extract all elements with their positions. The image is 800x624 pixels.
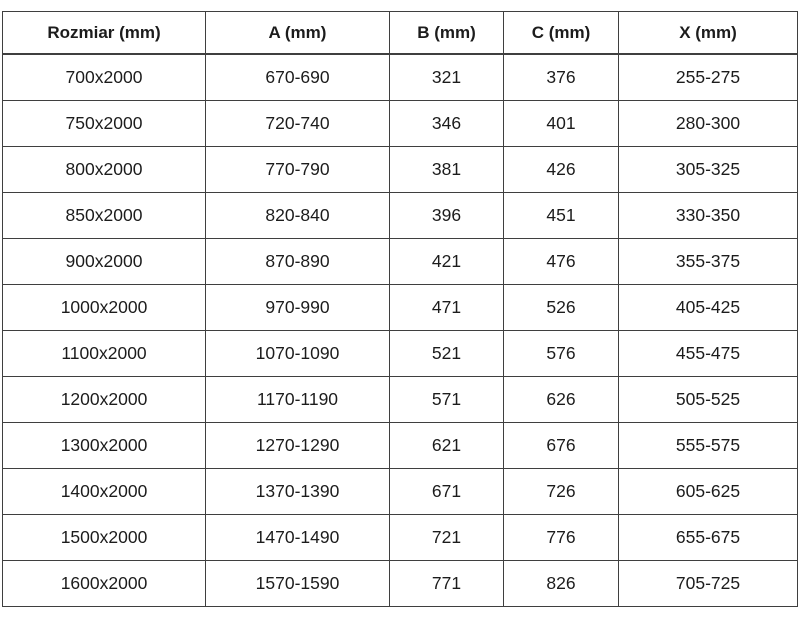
table-cell: 555-575 <box>619 423 798 469</box>
table-cell: 1500x2000 <box>3 515 206 561</box>
table-cell: 321 <box>390 54 504 101</box>
table-row <box>3 377 798 423</box>
table-cell: 850x2000 <box>3 193 206 239</box>
table-cell: 970-990 <box>206 285 390 331</box>
table-cell: 670-690 <box>206 54 390 101</box>
table-cell: 381 <box>390 147 504 193</box>
table-cell: 700x2000 <box>3 54 206 101</box>
table-row <box>3 54 798 101</box>
column-header-a: A (mm) <box>206 12 390 55</box>
table-cell: 476 <box>504 239 619 285</box>
table-cell: 280-300 <box>619 101 798 147</box>
table-row <box>3 331 798 377</box>
table-cell: 521 <box>390 331 504 377</box>
table-cell: 426 <box>504 147 619 193</box>
table-row <box>3 239 798 285</box>
table-cell: 401 <box>504 101 619 147</box>
table-cell: 355-375 <box>619 239 798 285</box>
table-row <box>3 101 798 147</box>
table-cell: 655-675 <box>619 515 798 561</box>
table-row <box>3 423 798 469</box>
table-row <box>3 193 798 239</box>
column-header-c: C (mm) <box>504 12 619 55</box>
table-row <box>3 285 798 331</box>
column-header-x: X (mm) <box>619 12 798 55</box>
table-cell: 705-725 <box>619 561 798 607</box>
table-cell: 1370-1390 <box>206 469 390 515</box>
table-row <box>3 147 798 193</box>
table-cell: 771 <box>390 561 504 607</box>
table-cell: 626 <box>504 377 619 423</box>
table-cell: 1570-1590 <box>206 561 390 607</box>
table-cell: 471 <box>390 285 504 331</box>
table-cell: 255-275 <box>619 54 798 101</box>
table-cell: 1000x2000 <box>3 285 206 331</box>
table-cell: 421 <box>390 239 504 285</box>
table-cell: 770-790 <box>206 147 390 193</box>
table-cell: 900x2000 <box>3 239 206 285</box>
table-cell: 576 <box>504 331 619 377</box>
table-cell: 621 <box>390 423 504 469</box>
table-cell: 820-840 <box>206 193 390 239</box>
table-cell: 405-425 <box>619 285 798 331</box>
table-cell: 1300x2000 <box>3 423 206 469</box>
table-cell: 571 <box>390 377 504 423</box>
table-cell: 721 <box>390 515 504 561</box>
column-header-rozmiar: Rozmiar (mm) <box>3 12 206 55</box>
column-header-b: B (mm) <box>390 12 504 55</box>
table-cell: 605-625 <box>619 469 798 515</box>
table-cell: 330-350 <box>619 193 798 239</box>
table-header-row <box>3 12 798 55</box>
table-cell: 750x2000 <box>3 101 206 147</box>
table-cell: 1100x2000 <box>3 331 206 377</box>
table-cell: 376 <box>504 54 619 101</box>
table-cell: 676 <box>504 423 619 469</box>
table-cell: 305-325 <box>619 147 798 193</box>
table-row <box>3 469 798 515</box>
table-cell: 396 <box>390 193 504 239</box>
table-cell: 1200x2000 <box>3 377 206 423</box>
table-cell: 800x2000 <box>3 147 206 193</box>
table-cell: 451 <box>504 193 619 239</box>
table-cell: 1470-1490 <box>206 515 390 561</box>
table-cell: 671 <box>390 469 504 515</box>
table-cell: 1400x2000 <box>3 469 206 515</box>
table-cell: 505-525 <box>619 377 798 423</box>
table-cell: 776 <box>504 515 619 561</box>
table-cell: 1600x2000 <box>3 561 206 607</box>
table-row <box>3 561 798 607</box>
table-cell: 1170-1190 <box>206 377 390 423</box>
table-row <box>3 515 798 561</box>
table-cell: 870-890 <box>206 239 390 285</box>
table-cell: 720-740 <box>206 101 390 147</box>
table-cell: 1070-1090 <box>206 331 390 377</box>
table-cell: 1270-1290 <box>206 423 390 469</box>
table-cell: 526 <box>504 285 619 331</box>
size-table <box>2 11 798 607</box>
table-cell: 346 <box>390 101 504 147</box>
table-cell: 726 <box>504 469 619 515</box>
table-cell: 826 <box>504 561 619 607</box>
table-cell: 455-475 <box>619 331 798 377</box>
